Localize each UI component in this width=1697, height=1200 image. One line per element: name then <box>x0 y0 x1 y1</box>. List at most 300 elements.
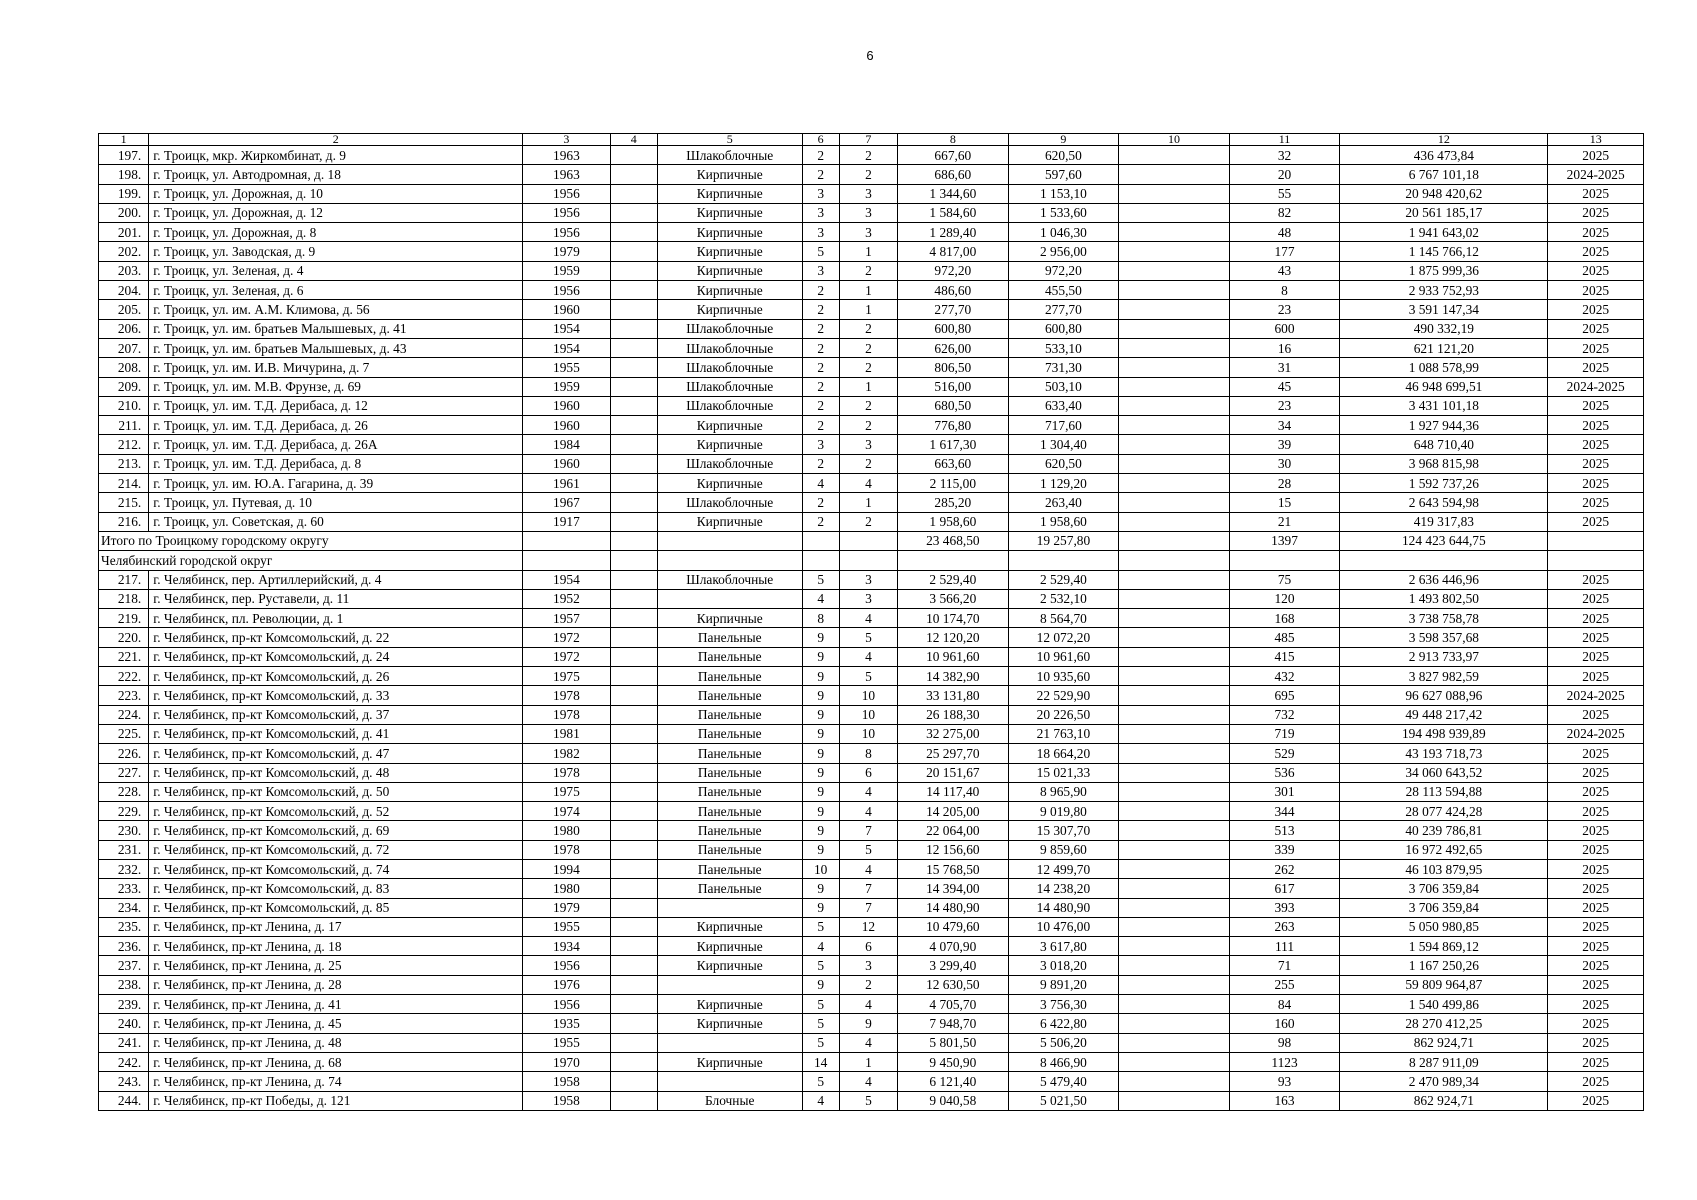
cell-repair-period: 2025 <box>1548 358 1644 377</box>
cell-cost: 1 594 869,12 <box>1340 937 1548 956</box>
cell-residents: 8 <box>1229 281 1340 300</box>
cell-col-10 <box>1119 879 1230 898</box>
cell-address: г. Челябинск, пр-кт Ленина, д. 17 <box>149 917 523 936</box>
cell-col-10 <box>1119 261 1230 280</box>
cell-residents: 43 <box>1229 261 1340 280</box>
cell-address: г. Челябинск, пр-кт Комсомольский, д. 33 <box>149 686 523 705</box>
cell-row-number: 232. <box>99 859 149 878</box>
cell-floors: 5 <box>802 242 839 261</box>
table-row <box>99 319 1644 338</box>
cell-address: г. Троицк, ул. Зеленая, д. 6 <box>149 281 523 300</box>
cell-col-4 <box>610 416 657 435</box>
cell-wall-material: Шлакоблочные <box>657 146 802 165</box>
cell-wall-material: Панельные <box>657 705 802 724</box>
cell-living-area: 18 664,20 <box>1008 744 1119 763</box>
cell-residents: 485 <box>1229 628 1340 647</box>
cell-row-number: 198. <box>99 165 149 184</box>
cell-residents: 529 <box>1229 744 1340 763</box>
cell-row-number: 241. <box>99 1033 149 1052</box>
cell-cost: 648 710,40 <box>1340 435 1548 454</box>
cell-year-built: 1960 <box>523 416 610 435</box>
cell-year-built: 1957 <box>523 609 610 628</box>
table-row <box>99 647 1644 666</box>
cell-residents: 21 <box>1229 512 1340 531</box>
cell-floors: 2 <box>802 165 839 184</box>
cell-entrances: 10 <box>839 686 897 705</box>
cell-cost: 28 077 424,28 <box>1340 802 1548 821</box>
cell-cost: 3 706 359,84 <box>1340 879 1548 898</box>
cell-repair-period: 2025 <box>1548 1091 1644 1110</box>
cell-floors: 9 <box>802 667 839 686</box>
cell-wall-material: Панельные <box>657 802 802 821</box>
cell-year-built: 1975 <box>523 782 610 801</box>
cell-year-built: 1956 <box>523 956 610 975</box>
cell-address: г. Челябинск, пл. Революции, д. 1 <box>149 609 523 628</box>
cell-col-10 <box>1119 859 1230 878</box>
cell-total-area: 12 120,20 <box>898 628 1009 647</box>
cell-col-4 <box>610 377 657 396</box>
cell-col-4 <box>610 879 657 898</box>
cell-repair-period: 2025 <box>1548 493 1644 512</box>
cell-entrances: 7 <box>839 898 897 917</box>
cell-floors: 9 <box>802 705 839 724</box>
cell-residents: 32 <box>1229 146 1340 165</box>
cell-col-4 <box>610 763 657 782</box>
cell-residents: 98 <box>1229 1033 1340 1052</box>
cell-row-number: 206. <box>99 319 149 338</box>
cell-repair-period: 2025 <box>1548 956 1644 975</box>
cell-col-10 <box>1119 165 1230 184</box>
cell-floors: 9 <box>802 975 839 994</box>
cell-total-area: 14 117,40 <box>898 782 1009 801</box>
cell-floors: 14 <box>802 1052 839 1071</box>
cell-total-area: 5 801,50 <box>898 1033 1009 1052</box>
cell-total-area: 7 948,70 <box>898 1014 1009 1033</box>
cell-col-4 <box>610 358 657 377</box>
cell-total-area: 15 768,50 <box>898 859 1009 878</box>
table-row <box>99 763 1644 782</box>
cell-floors: 3 <box>802 203 839 222</box>
cell-residents: 45 <box>1229 377 1340 396</box>
cell-col-10 <box>1119 744 1230 763</box>
cell-address: г. Челябинск, пр-кт Ленина, д. 74 <box>149 1072 523 1091</box>
section-empty-cell <box>1548 551 1644 570</box>
cell-address: г. Челябинск, пр-кт Ленина, д. 28 <box>149 975 523 994</box>
cell-entrances: 2 <box>839 146 897 165</box>
cell-address: г. Челябинск, пр-кт Комсомольский, д. 22 <box>149 628 523 647</box>
column-number-8: 8 <box>898 134 1009 146</box>
cell-total-area: 33 131,80 <box>898 686 1009 705</box>
cell-row-number: 234. <box>99 898 149 917</box>
cell-floors: 9 <box>802 744 839 763</box>
cell-col-10 <box>1119 975 1230 994</box>
total-cell-living-area: 19 257,80 <box>1008 531 1119 550</box>
table-row <box>99 840 1644 859</box>
cell-wall-material: Шлакоблочные <box>657 358 802 377</box>
cell-col-10 <box>1119 898 1230 917</box>
cell-entrances: 4 <box>839 995 897 1014</box>
cell-year-built: 1978 <box>523 840 610 859</box>
cell-floors: 9 <box>802 782 839 801</box>
cell-residents: 82 <box>1229 203 1340 222</box>
cell-address: г. Челябинск, пр-кт Комсомольский, д. 24 <box>149 647 523 666</box>
table-row <box>99 435 1644 454</box>
cell-row-number: 228. <box>99 782 149 801</box>
cell-total-area: 1 344,60 <box>898 184 1009 203</box>
cell-year-built: 1960 <box>523 454 610 473</box>
cell-col-10 <box>1119 724 1230 743</box>
cell-col-10 <box>1119 358 1230 377</box>
cell-total-area: 12 630,50 <box>898 975 1009 994</box>
table-row <box>99 377 1644 396</box>
cell-cost: 1 592 737,26 <box>1340 474 1548 493</box>
cell-cost: 2 643 594,98 <box>1340 493 1548 512</box>
cell-col-4 <box>610 898 657 917</box>
cell-entrances: 5 <box>839 840 897 859</box>
cell-residents: 732 <box>1229 705 1340 724</box>
cell-floors: 3 <box>802 435 839 454</box>
cell-floors: 9 <box>802 898 839 917</box>
cell-living-area: 8 965,90 <box>1008 782 1119 801</box>
section-empty-cell <box>523 551 610 570</box>
cell-repair-period: 2025 <box>1548 242 1644 261</box>
cell-col-10 <box>1119 705 1230 724</box>
cell-wall-material <box>657 975 802 994</box>
cell-col-10 <box>1119 377 1230 396</box>
cell-total-area: 10 479,60 <box>898 917 1009 936</box>
cell-entrances: 7 <box>839 821 897 840</box>
cell-floors: 2 <box>802 377 839 396</box>
cell-col-4 <box>610 802 657 821</box>
cell-total-area: 32 275,00 <box>898 724 1009 743</box>
cell-residents: 393 <box>1229 898 1340 917</box>
cell-wall-material: Панельные <box>657 879 802 898</box>
cell-col-10 <box>1119 802 1230 821</box>
cell-col-4 <box>610 242 657 261</box>
cell-col-4 <box>610 956 657 975</box>
cell-wall-material: Кирпичные <box>657 203 802 222</box>
section-empty-cell <box>610 551 657 570</box>
cell-repair-period: 2025 <box>1548 821 1644 840</box>
cell-col-4 <box>610 261 657 280</box>
cell-year-built: 1934 <box>523 937 610 956</box>
cell-total-area: 2 115,00 <box>898 474 1009 493</box>
cell-col-10 <box>1119 589 1230 608</box>
cell-row-number: 203. <box>99 261 149 280</box>
cell-row-number: 207. <box>99 338 149 357</box>
cell-cost: 2 636 446,96 <box>1340 570 1548 589</box>
cell-entrances: 2 <box>839 319 897 338</box>
cell-wall-material: Панельные <box>657 628 802 647</box>
cell-row-number: 216. <box>99 512 149 531</box>
cell-floors: 5 <box>802 1072 839 1091</box>
cell-living-area: 503,10 <box>1008 377 1119 396</box>
table-row <box>99 1072 1644 1091</box>
cell-entrances: 10 <box>839 705 897 724</box>
cell-col-4 <box>610 975 657 994</box>
cell-col-10 <box>1119 667 1230 686</box>
cell-floors: 10 <box>802 859 839 878</box>
cell-living-area: 3 617,80 <box>1008 937 1119 956</box>
cell-repair-period: 2025 <box>1548 300 1644 319</box>
total-cell-floors <box>802 531 839 550</box>
cell-wall-material: Панельные <box>657 840 802 859</box>
cell-entrances: 4 <box>839 859 897 878</box>
cell-living-area: 1 153,10 <box>1008 184 1119 203</box>
cell-floors: 9 <box>802 821 839 840</box>
cell-cost: 1 941 643,02 <box>1340 223 1548 242</box>
cell-cost: 1 875 999,36 <box>1340 261 1548 280</box>
table-row <box>99 338 1644 357</box>
cell-entrances: 4 <box>839 1033 897 1052</box>
cell-floors: 9 <box>802 647 839 666</box>
cell-wall-material: Кирпичные <box>657 609 802 628</box>
cell-address: г. Челябинск, пер. Руставели, д. 11 <box>149 589 523 608</box>
cell-repair-period: 2025 <box>1548 917 1644 936</box>
cell-living-area: 20 226,50 <box>1008 705 1119 724</box>
section-empty-cell <box>1340 551 1548 570</box>
total-cell-entrances <box>839 531 897 550</box>
cell-total-area: 806,50 <box>898 358 1009 377</box>
cell-repair-period: 2025 <box>1548 898 1644 917</box>
cell-wall-material: Шлакоблочные <box>657 319 802 338</box>
cell-entrances: 4 <box>839 802 897 821</box>
cell-col-10 <box>1119 281 1230 300</box>
cell-year-built: 1980 <box>523 821 610 840</box>
cell-address: г. Троицк, ул. им. Т.Д. Дерибаса, д. 8 <box>149 454 523 473</box>
table-row <box>99 995 1644 1014</box>
cell-repair-period: 2024-2025 <box>1548 377 1644 396</box>
cell-cost: 3 591 147,34 <box>1340 300 1548 319</box>
cell-col-4 <box>610 1072 657 1091</box>
cell-wall-material: Панельные <box>657 859 802 878</box>
cell-residents: 39 <box>1229 435 1340 454</box>
cell-living-area: 455,50 <box>1008 281 1119 300</box>
cell-wall-material: Кирпичные <box>657 281 802 300</box>
cell-living-area: 5 506,20 <box>1008 1033 1119 1052</box>
table-row <box>99 802 1644 821</box>
cell-col-4 <box>610 184 657 203</box>
cell-repair-period: 2025 <box>1548 840 1644 859</box>
total-cell-repair-period <box>1548 531 1644 550</box>
table-row <box>99 782 1644 801</box>
cell-living-area: 6 422,80 <box>1008 1014 1119 1033</box>
cell-row-number: 197. <box>99 146 149 165</box>
table-row <box>99 879 1644 898</box>
cell-address: г. Троицк, ул. им. братьев Малышевых, д. 43 <box>149 338 523 357</box>
cell-total-area: 776,80 <box>898 416 1009 435</box>
cell-year-built: 1994 <box>523 859 610 878</box>
cell-entrances: 3 <box>839 223 897 242</box>
cell-row-number: 226. <box>99 744 149 763</box>
cell-total-area: 3 299,40 <box>898 956 1009 975</box>
cell-floors: 9 <box>802 879 839 898</box>
cell-floors: 3 <box>802 184 839 203</box>
cell-floors: 5 <box>802 917 839 936</box>
cell-residents: 84 <box>1229 995 1340 1014</box>
cell-entrances: 1 <box>839 300 897 319</box>
cell-repair-period: 2025 <box>1548 763 1644 782</box>
cell-total-area: 1 958,60 <box>898 512 1009 531</box>
cell-total-area: 972,20 <box>898 261 1009 280</box>
cell-entrances: 1 <box>839 242 897 261</box>
cell-total-area: 20 151,67 <box>898 763 1009 782</box>
cell-row-number: 224. <box>99 705 149 724</box>
cell-col-4 <box>610 995 657 1014</box>
cell-living-area: 731,30 <box>1008 358 1119 377</box>
cell-residents: 93 <box>1229 1072 1340 1091</box>
cell-row-number: 225. <box>99 724 149 743</box>
cell-living-area: 3 756,30 <box>1008 995 1119 1014</box>
cell-year-built: 1956 <box>523 223 610 242</box>
cell-repair-period: 2025 <box>1548 203 1644 222</box>
cell-floors: 2 <box>802 319 839 338</box>
cell-year-built: 1960 <box>523 396 610 415</box>
cell-residents: 31 <box>1229 358 1340 377</box>
cell-year-built: 1959 <box>523 261 610 280</box>
cell-col-10 <box>1119 686 1230 705</box>
cell-repair-period: 2025 <box>1548 512 1644 531</box>
cell-col-4 <box>610 686 657 705</box>
cell-total-area: 277,70 <box>898 300 1009 319</box>
cell-wall-material: Шлакоблочные <box>657 454 802 473</box>
cell-cost: 621 121,20 <box>1340 338 1548 357</box>
cell-cost: 862 924,71 <box>1340 1091 1548 1110</box>
cell-col-10 <box>1119 338 1230 357</box>
column-number-4: 4 <box>610 134 657 146</box>
section-label: Челябинский городской округ <box>99 551 523 570</box>
cell-residents: 23 <box>1229 396 1340 415</box>
cell-entrances: 3 <box>839 570 897 589</box>
cell-col-4 <box>610 1014 657 1033</box>
cell-wall-material: Шлакоблочные <box>657 377 802 396</box>
table-row <box>99 203 1644 222</box>
section-empty-cell <box>1008 551 1119 570</box>
cell-cost: 3 827 982,59 <box>1340 667 1548 686</box>
cell-address: г. Челябинск, пр-кт Комсомольский, д. 69 <box>149 821 523 840</box>
cell-col-10 <box>1119 319 1230 338</box>
cell-living-area: 2 956,00 <box>1008 242 1119 261</box>
cell-total-area: 663,60 <box>898 454 1009 473</box>
column-number-6: 6 <box>802 134 839 146</box>
table-row <box>99 493 1644 512</box>
cell-col-10 <box>1119 763 1230 782</box>
cell-col-10 <box>1119 416 1230 435</box>
table-row <box>99 570 1644 589</box>
cell-cost: 1 927 944,36 <box>1340 416 1548 435</box>
cell-residents: 163 <box>1229 1091 1340 1110</box>
cell-year-built: 1978 <box>523 763 610 782</box>
column-number-11: 11 <box>1229 134 1340 146</box>
cell-year-built: 1972 <box>523 647 610 666</box>
cell-entrances: 2 <box>839 512 897 531</box>
cell-col-4 <box>610 821 657 840</box>
cell-entrances: 12 <box>839 917 897 936</box>
cell-year-built: 1974 <box>523 802 610 821</box>
cell-floors: 2 <box>802 338 839 357</box>
cell-residents: 71 <box>1229 956 1340 975</box>
cell-residents: 1123 <box>1229 1052 1340 1071</box>
cell-living-area: 2 532,10 <box>1008 589 1119 608</box>
cell-col-4 <box>610 1052 657 1071</box>
cell-row-number: 244. <box>99 1091 149 1110</box>
cell-year-built: 1976 <box>523 975 610 994</box>
cell-floors: 2 <box>802 396 839 415</box>
cell-year-built: 1972 <box>523 628 610 647</box>
cell-total-area: 680,50 <box>898 396 1009 415</box>
cell-col-4 <box>610 512 657 531</box>
cell-living-area: 1 533,60 <box>1008 203 1119 222</box>
cell-address: г. Троицк, ул. Дорожная, д. 12 <box>149 203 523 222</box>
cell-repair-period: 2024-2025 <box>1548 724 1644 743</box>
cell-col-4 <box>610 435 657 454</box>
cell-row-number: 200. <box>99 203 149 222</box>
table-row <box>99 146 1644 165</box>
cell-col-10 <box>1119 1033 1230 1052</box>
cell-residents: 415 <box>1229 647 1340 666</box>
cell-floors: 5 <box>802 1014 839 1033</box>
section-empty-cell <box>898 551 1009 570</box>
cell-living-area: 620,50 <box>1008 454 1119 473</box>
cell-row-number: 240. <box>99 1014 149 1033</box>
cell-residents: 301 <box>1229 782 1340 801</box>
cell-wall-material: Кирпичные <box>657 416 802 435</box>
cell-col-10 <box>1119 937 1230 956</box>
cell-residents: 120 <box>1229 589 1340 608</box>
cell-col-10 <box>1119 628 1230 647</box>
cell-living-area: 14 238,20 <box>1008 879 1119 898</box>
table-row <box>99 937 1644 956</box>
cell-repair-period: 2025 <box>1548 338 1644 357</box>
cell-living-area: 600,80 <box>1008 319 1119 338</box>
cell-col-10 <box>1119 609 1230 628</box>
cell-col-10 <box>1119 782 1230 801</box>
cell-repair-period: 2025 <box>1548 319 1644 338</box>
cell-address: г. Троицк, ул. Дорожная, д. 8 <box>149 223 523 242</box>
cell-entrances: 7 <box>839 879 897 898</box>
table-row <box>99 589 1644 608</box>
cell-row-number: 218. <box>99 589 149 608</box>
cell-floors: 4 <box>802 474 839 493</box>
cell-wall-material: Панельные <box>657 647 802 666</box>
cell-residents: 16 <box>1229 338 1340 357</box>
cell-col-10 <box>1119 474 1230 493</box>
cell-living-area: 3 018,20 <box>1008 956 1119 975</box>
table-row <box>99 705 1644 724</box>
cell-residents: 262 <box>1229 859 1340 878</box>
cell-address: г. Челябинск, пер. Артиллерийский, д. 4 <box>149 570 523 589</box>
cell-repair-period: 2025 <box>1548 1072 1644 1091</box>
cell-total-area: 626,00 <box>898 338 1009 357</box>
cell-entrances: 1 <box>839 377 897 396</box>
cell-floors: 2 <box>802 281 839 300</box>
cell-col-4 <box>610 609 657 628</box>
cell-repair-period: 2025 <box>1548 261 1644 280</box>
cell-year-built: 1970 <box>523 1052 610 1071</box>
cell-row-number: 235. <box>99 917 149 936</box>
table-row <box>99 724 1644 743</box>
cell-year-built: 1954 <box>523 338 610 357</box>
cell-row-number: 202. <box>99 242 149 261</box>
cell-living-area: 9 019,80 <box>1008 802 1119 821</box>
cell-repair-period: 2025 <box>1548 184 1644 203</box>
cell-address: г. Троицк, ул. Автодромная, д. 18 <box>149 165 523 184</box>
cell-year-built: 1956 <box>523 995 610 1014</box>
cell-repair-period: 2025 <box>1548 570 1644 589</box>
cell-col-4 <box>610 165 657 184</box>
table-row <box>99 859 1644 878</box>
cell-wall-material: Панельные <box>657 724 802 743</box>
